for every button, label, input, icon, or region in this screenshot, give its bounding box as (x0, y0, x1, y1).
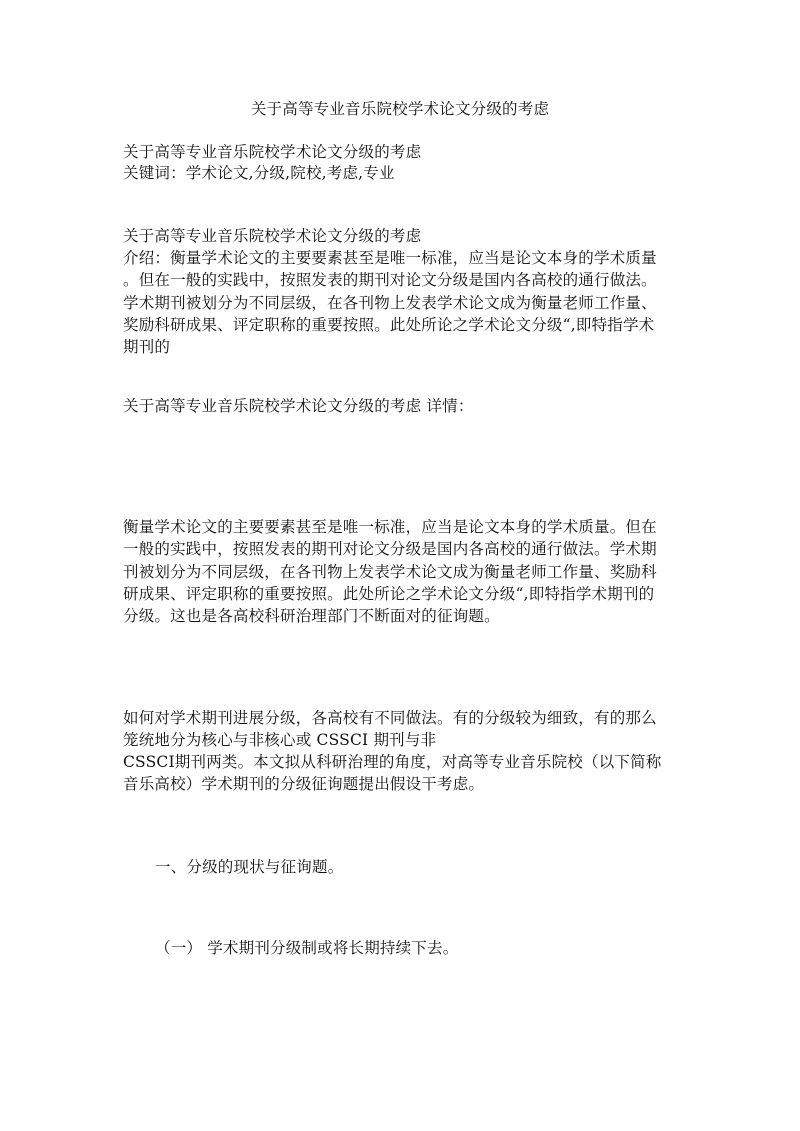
intro-line: 。但在一般的实践中，按照发表的期刊对论文分级是国内各高校的通行做法。 (123, 271, 657, 289)
paragraph-line: CSSCI期刊两类。本文拟从科研治理的角度，对高等专业音乐院校（以下简称 (123, 753, 662, 771)
intro-line: 奖励科研成果、评定职称的重要按照。此处所论之学术论文分级“,即特指学术 (123, 316, 655, 334)
paragraph-line: 笼统地分为核心与非核心或 CSSCI 期刊与非 (123, 731, 437, 749)
subsection-heading: （一） 学术期刊分级制或将长期持续下去。 (155, 939, 459, 957)
intro-line: 期刊的 (123, 338, 171, 356)
header-heading: 关于高等专业音乐院校学术论文分级的考虑 (123, 143, 422, 161)
paragraph-line: 音乐高校）学术期刊的分级征询题提出假设干考虑。 (123, 775, 485, 793)
paragraph-line: 分级。这也是各高校科研治理部门不断面对的征询题。 (123, 607, 500, 625)
intro-line: 介绍：衡量学术论文的主要要素甚至是唯一标准，应当是论文本身的学术质量 (123, 249, 657, 267)
document-title: 关于高等专业音乐院校学术论文分级的考虑 (250, 100, 550, 118)
paragraph-line: 一般的实践中，按照发表的期刊对论文分级是国内各高校的通行做法。学术期 (123, 540, 657, 558)
paragraph-line: 研成果、评定职称的重要按照。此处所论之学术论文分级“,即特指学术期刊的 (123, 585, 655, 603)
keywords-line: 关键词：学术论文,分级,院校,考虑,专业 (123, 164, 395, 182)
intro-line: 学术期刊被划分为不同层级，在各刊物上发表学术论文成为衡量老师工作量、 (123, 294, 657, 312)
intro-heading: 关于高等专业音乐院校学术论文分级的考虑 (123, 227, 422, 245)
paragraph-line: 刊被划分为不同层级，在各刊物上发表学术论文成为衡量老师工作量、奖励科 (123, 563, 657, 581)
paragraph-line: 如何对学术期刊进展分级，各高校有不同做法。有的分级较为细致，有的那么 (123, 709, 657, 727)
details-heading: 关于高等专业音乐院校学术论文分级的考虑 详情： (123, 397, 474, 415)
section-heading: 一、分级的现状与征询题。 (155, 858, 344, 876)
paragraph-line: 衡量学术论文的主要要素甚至是唯一标准，应当是论文本身的学术质量。但在 (123, 518, 657, 536)
